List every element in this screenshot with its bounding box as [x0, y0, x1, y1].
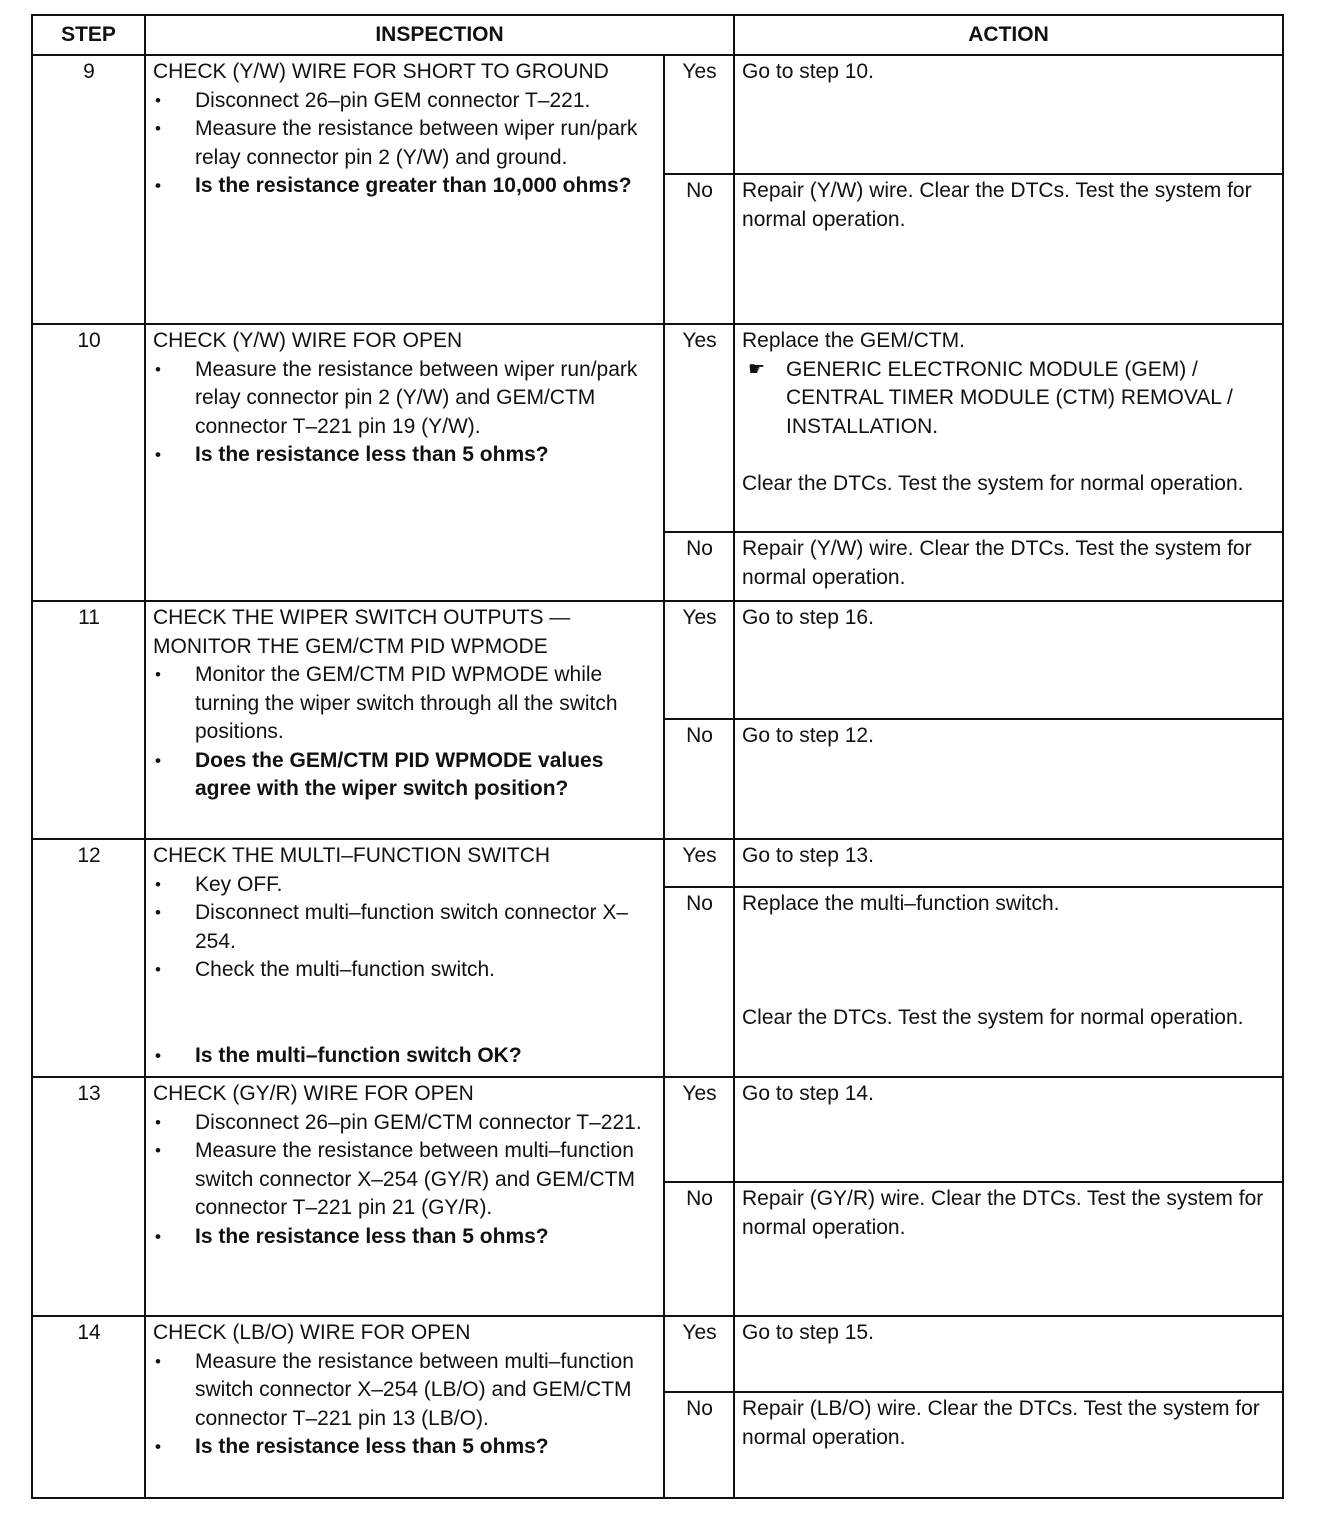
- inspection-question: • Is the resistance less than 5 ohms?: [153, 441, 657, 470]
- table-row-step-10-yes: [32, 324, 1283, 532]
- action-no: Replace the multi–function switch.: [742, 892, 1060, 915]
- inspection-list: [153, 356, 657, 470]
- inspection-list: [153, 871, 657, 985]
- action-no-followup: Clear the DTCs. Test the system for normal operation.: [742, 1005, 1244, 1029]
- answer-no: No: [664, 719, 734, 839]
- action-no: Repair (GY/R) wire. Clear the DTCs. Test the system for normal operation.: [734, 1182, 1283, 1316]
- answer-yes: Yes: [664, 601, 734, 719]
- inspection-cell: [145, 55, 664, 324]
- inspection-bullet: • Disconnect 26–pin GEM connector T–221.: [153, 87, 657, 116]
- inspection-title: CHECK (GY/R) WIRE FOR OPEN: [153, 1082, 474, 1105]
- inspection-question: • Is the resistance less than 5 ohms?: [153, 1223, 657, 1252]
- inspection-list: [153, 87, 657, 201]
- answer-yes: Yes: [664, 324, 734, 532]
- inspection-list: [153, 1042, 657, 1071]
- action-no-cell: [734, 887, 1283, 1077]
- inspection-bullet: • Measure the resistance between multi–function switch connector X–254 (LB/O) and GEM/CTM connector T–221 pin 13 (LB/O).: [153, 1348, 657, 1434]
- inspection-bullet: • Measure the resistance between multi–function switch connector X–254 (GY/R) and GEM/CTM connector T–221 pin 21 (GY/R).: [153, 1137, 657, 1223]
- inspection-cell: [145, 601, 664, 839]
- action-no: Repair (Y/W) wire. Clear the DTCs. Test the system for normal operation.: [734, 174, 1283, 324]
- inspection-bullet: • Disconnect 26–pin GEM/CTM connector T–221.: [153, 1109, 657, 1138]
- answer-yes: Yes: [664, 1077, 734, 1182]
- inspection-bullet: • Key OFF.: [153, 871, 657, 900]
- inspection-list: [153, 1109, 657, 1252]
- inspection-title: CHECK THE WIPER SWITCH OUTPUTS — MONITOR THE GEM/CTM PID WPMODE: [153, 606, 571, 658]
- step-number: 13: [32, 1077, 145, 1316]
- step-number: 14: [32, 1316, 145, 1498]
- table-row-step-13-yes: [32, 1077, 1283, 1182]
- procedure-reference: [742, 356, 1276, 442]
- inspection-title: CHECK (Y/W) WIRE FOR OPEN: [153, 329, 463, 352]
- action-yes: Go to step 10.: [734, 55, 1283, 174]
- table-row-step-9-yes: [32, 55, 1283, 174]
- inspection-question: • Does the GEM/CTM PID WPMODE values agree with the wiper switch position?: [153, 747, 657, 804]
- answer-no: No: [664, 174, 734, 324]
- inspection-bullet: • Disconnect multi–function switch connector X–254.: [153, 899, 657, 956]
- inspection-bullet: • Measure the resistance between wiper run/park relay connector pin 2 (Y/W) and GEM/CTM connector T–221 pin 19 (Y/W).: [153, 356, 657, 442]
- answer-no: No: [664, 532, 734, 601]
- header-inspection: INSPECTION: [145, 15, 734, 55]
- reference-link-text[interactable]: GENERIC ELECTRONIC MODULE (GEM) / CENTRAL TIMER MODULE (CTM) REMOVAL / INSTALLATION.: [786, 357, 1233, 438]
- inspection-question: • Is the resistance less than 5 ohms?: [153, 1433, 657, 1462]
- inspection-cell: [145, 839, 664, 1077]
- action-yes: Go to step 13.: [734, 839, 1283, 887]
- step-number: 12: [32, 839, 145, 1077]
- inspection-cell: [145, 1077, 664, 1316]
- inspection-bullet: • Check the multi–function switch.: [153, 956, 657, 985]
- answer-yes: Yes: [664, 839, 734, 887]
- table-row-step-14-yes: [32, 1316, 1283, 1392]
- answer-no: No: [664, 1392, 734, 1498]
- step-number: 9: [32, 55, 145, 324]
- table-header-row: [32, 15, 1283, 55]
- action-yes: Go to step 15.: [734, 1316, 1283, 1392]
- action-yes-cell: [734, 324, 1283, 532]
- inspection-list: [153, 1348, 657, 1462]
- inspection-bullet: • Measure the resistance between wiper run/park relay connector pin 2 (Y/W) and ground.: [153, 115, 657, 172]
- header-step: STEP: [32, 15, 145, 55]
- step-number: 10: [32, 324, 145, 601]
- action-yes-followup: Clear the DTCs. Test the system for normal operation.: [742, 472, 1244, 495]
- diagnostic-table: [31, 14, 1284, 1499]
- inspection-title: CHECK (LB/O) WIRE FOR OPEN: [153, 1321, 471, 1344]
- action-yes: Replace the GEM/CTM.: [742, 329, 965, 352]
- action-yes: Go to step 14.: [734, 1077, 1283, 1182]
- step-number: 11: [32, 601, 145, 839]
- inspection-cell: [145, 324, 664, 601]
- inspection-list: [153, 661, 657, 804]
- inspection-title: CHECK THE MULTI–FUNCTION SWITCH: [153, 844, 551, 867]
- action-no: Repair (Y/W) wire. Clear the DTCs. Test the system for normal operation.: [734, 532, 1283, 601]
- action-no: Go to step 12.: [734, 719, 1283, 839]
- inspection-title: CHECK (Y/W) WIRE FOR SHORT TO GROUND: [153, 60, 609, 83]
- inspection-bullet: • Monitor the GEM/CTM PID WPMODE while turning the wiper switch through all the switch positions.: [153, 661, 657, 747]
- table-row-step-11-yes: [32, 601, 1283, 719]
- action-no: Repair (LB/O) wire. Clear the DTCs. Test the system for normal operation.: [734, 1392, 1283, 1498]
- pointing-hand-icon: ☛: [748, 358, 766, 380]
- answer-yes: Yes: [664, 1316, 734, 1392]
- inspection-question: • Is the resistance greater than 10,000 ohms?: [153, 172, 657, 201]
- table-row-step-12-yes: [32, 839, 1283, 887]
- answer-no: No: [664, 1182, 734, 1316]
- header-action: ACTION: [734, 15, 1283, 55]
- action-yes: Go to step 16.: [734, 601, 1283, 719]
- answer-yes: Yes: [664, 55, 734, 174]
- inspection-question: • Is the multi–function switch OK?: [153, 1042, 657, 1071]
- inspection-cell: [145, 1316, 664, 1498]
- answer-no: No: [664, 887, 734, 1077]
- diagnostic-procedure-sheet: [31, 14, 1284, 1499]
